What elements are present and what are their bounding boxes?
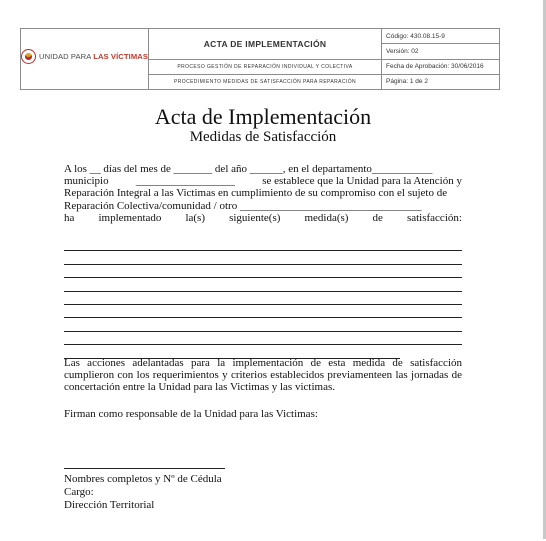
intro-word: siguiente(s)	[229, 211, 281, 224]
logo-cell	[21, 29, 149, 90]
intro-word: la(s)	[185, 211, 205, 224]
signature-role-label: Cargo:	[64, 485, 94, 498]
signers-intro: Firman como responsable de la Unidad para las Victimas:	[64, 408, 318, 420]
logo-text: UNIDAD PARA LAS VÍCTIMAS	[39, 52, 149, 61]
fill-line	[64, 265, 462, 278]
measures-fill-lines	[64, 238, 462, 359]
fill-line	[64, 238, 462, 251]
colombia-seal-icon	[21, 49, 36, 64]
fill-line	[64, 292, 462, 305]
intro-line-1: A los __ días del mes de _______ del año ______, en el departamento___________	[64, 163, 433, 175]
procedure-name: PROCEDIMIENTO MEDIDAS DE SATISFACCIÓN PARA REPARACIÓN	[149, 74, 382, 89]
fill-line	[64, 278, 462, 291]
document-subtitle: Medidas de Satisfacción	[189, 129, 337, 145]
signature-office-label: Dirección Territorial	[64, 498, 155, 511]
document-version: Versión: 02	[382, 44, 500, 59]
cropped-next-line	[64, 531, 384, 541]
intro-municipio-label: municipio	[64, 175, 109, 188]
document-title: Acta de Implementación	[154, 104, 372, 129]
intro-word: de	[372, 211, 383, 224]
intro-word: ha	[64, 211, 75, 224]
fill-line	[64, 318, 462, 331]
fill-line	[64, 251, 462, 264]
intro-line-3: Reparación Integral a las Victimas en cumplimiento de su compromiso con el sujeto de	[64, 187, 448, 200]
intro-word: implementado	[98, 211, 162, 224]
process-name: PROCESO GESTIÓN DE REPARACIÓN INDIVIDUAL Y COLECTIVA	[149, 59, 382, 74]
signature-block	[64, 473, 222, 511]
document-type-title: ACTA DE IMPLEMENTACIÓN	[149, 29, 382, 60]
approval-date: Fecha de Aprobación: 30/06/2016	[382, 59, 500, 74]
intro-line-5	[64, 212, 462, 224]
signature-line	[64, 468, 225, 469]
document-code: Código: 430.08.15-9	[382, 29, 500, 44]
unidad-victimas-logo	[21, 49, 148, 64]
intro-line-4: Reparación Colectiva/comunidad / otro _________________________________	[64, 199, 422, 212]
page-number: Página: 1 de 2	[382, 74, 500, 89]
fill-line	[64, 332, 462, 345]
intro-word: satisfacción:	[406, 211, 462, 224]
intro-paragraph	[64, 163, 462, 224]
intro-line-2	[64, 175, 462, 187]
intro-municipio-blank: __________________	[135, 175, 235, 188]
intro-word: medida(s)	[304, 211, 349, 224]
document-header	[20, 28, 500, 90]
fill-line	[64, 305, 462, 318]
actions-paragraph: Las acciones adelantadas para la implementación de esta medida de satisfacción cumplieron con los requerimientos y criterios establecidos previamenteen las jornadas de concertación entre la Unidad para las Victimas y las victimas.	[64, 357, 462, 394]
signature-name-label: Nombres completos y Nº de Cédula	[64, 473, 222, 485]
intro-line-2-text: se establece que la Unidad para la Atención y	[262, 175, 462, 188]
